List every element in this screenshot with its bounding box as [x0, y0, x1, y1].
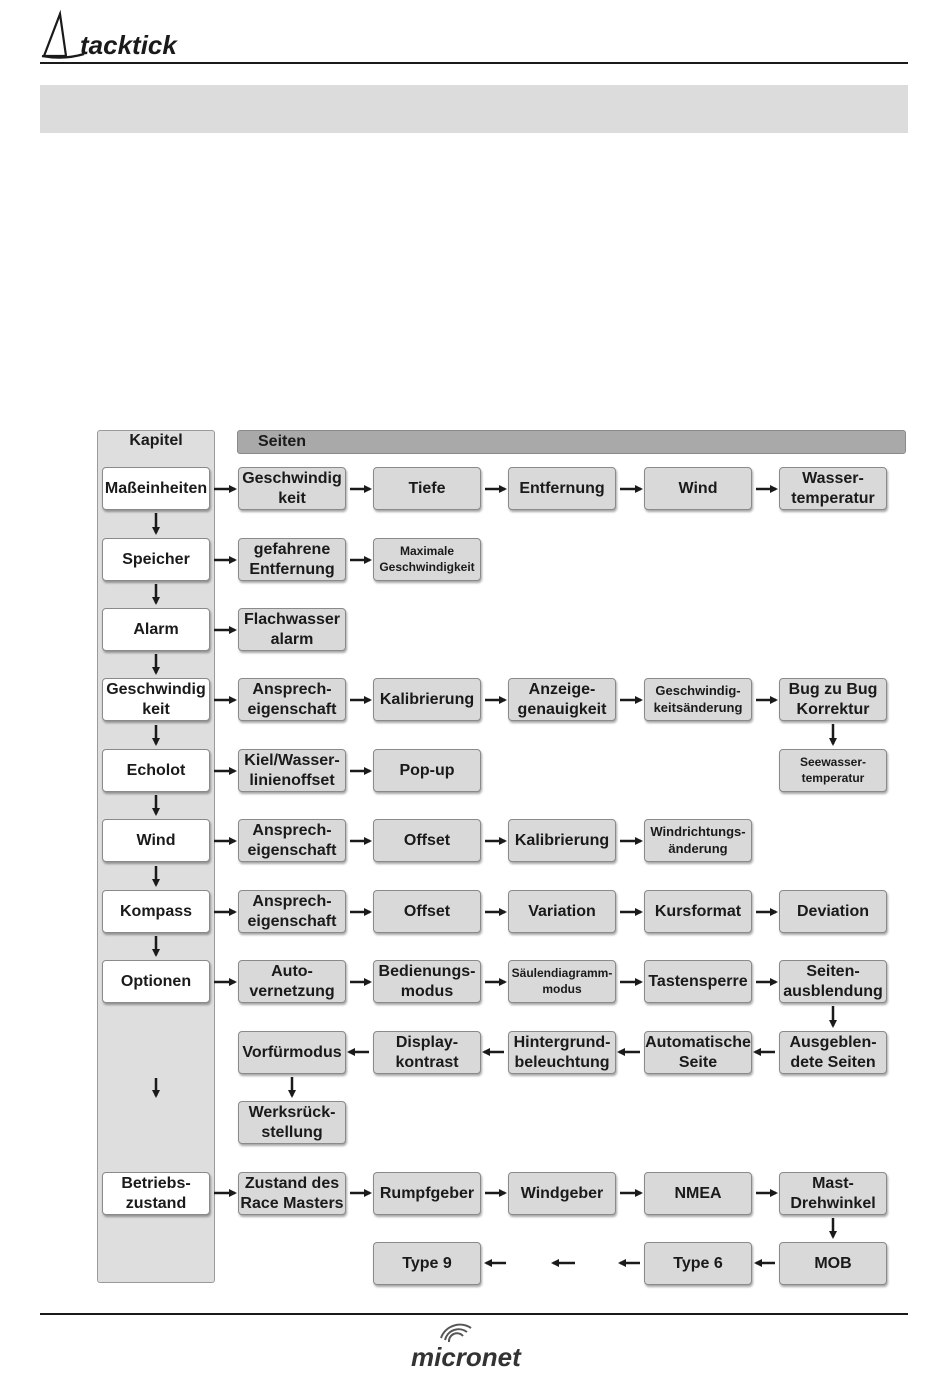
page-anzeigegenauigkeit: Anzeige- genauigkeit [508, 678, 616, 721]
chapter-echolot: Echolot [102, 749, 210, 792]
chapter-kompass: Kompass [102, 890, 210, 933]
page-windgeber: Windgeber [508, 1172, 616, 1215]
page-kalibrierung: Kalibrierung [373, 678, 481, 721]
page-displaykontrast: Display- kontrast [373, 1031, 481, 1074]
page-bedienungsmodus: Bedienungs- modus [373, 960, 481, 1003]
page-pop-up: Pop-up [373, 749, 481, 792]
page-tastensperre: Tastensperre [644, 960, 752, 1003]
page-kursformat: Kursformat [644, 890, 752, 933]
page-windrichtungsaenderung: Windrichtungs- änderung [644, 819, 752, 862]
page-ansprecheigenschaft: Ansprech- eigenschaft [238, 678, 346, 721]
page-kompass-offset: Offset [373, 890, 481, 933]
page-wassertemperatur: Wasser- temperatur [779, 467, 887, 510]
page-deviation: Deviation [779, 890, 887, 933]
footer-rule [40, 1313, 908, 1315]
page-kiel-wasserlinienoffset: Kiel/Wasser- linienoffset [238, 749, 346, 792]
page-tiefe: Tiefe [373, 467, 481, 510]
chapter-wind: Wind [102, 819, 210, 862]
page-geschwindigkeitsaenderung: Geschwindig- keitsänderung [644, 678, 752, 721]
page-hintergrundbeleuchtung: Hintergrund- beleuchtung [508, 1031, 616, 1074]
page-rumpfgeber: Rumpfgeber [373, 1172, 481, 1215]
page-entfernung: Entfernung [508, 467, 616, 510]
page-flachwasseralarm: Flachwasser alarm [238, 608, 346, 651]
page-werksrueckstellung: Werksrück- stellung [238, 1101, 346, 1144]
chapter-alarm: Alarm [102, 608, 210, 651]
chapter-geschwindigkeit: Geschwindig keit [102, 678, 210, 721]
page-saeulendiagrammmodus: Säulendiagramm- modus [508, 960, 616, 1003]
chapter-betriebszustand: Betriebs- zustand [102, 1172, 210, 1215]
page-automatische-seite: Automatische Seite [644, 1031, 752, 1074]
page-mob: MOB [779, 1242, 887, 1285]
page-mast-drehwinkel: Mast- Drehwinkel [779, 1172, 887, 1215]
page-wind-ansprecheigenschaft: Ansprech- eigenschaft [238, 819, 346, 862]
chapter-optionen: Optionen [102, 960, 210, 1003]
page-seitenausblendung: Seiten- ausblendung [779, 960, 887, 1003]
page-vorfuehrmodus: Vorfürmodus [238, 1031, 346, 1074]
page-bug-zu-bug-korrektur: Bug zu Bug Korrektur [779, 678, 887, 721]
chapter-masseinheiten: Maßeinheiten [102, 467, 210, 510]
page-zustand-race-masters: Zustand des Race Masters [238, 1172, 346, 1215]
seiten-heading: Seiten [237, 430, 906, 454]
micronet-logo [405, 1322, 545, 1372]
page-variation: Variation [508, 890, 616, 933]
page-ausgeblendete-seiten: Ausgeblen- dete Seiten [779, 1031, 887, 1074]
page-autovernetzung: Auto- vernetzung [238, 960, 346, 1003]
page-maximale-geschwindigkeit: Maximale Geschwindigkeit [373, 538, 481, 581]
kapitel-heading: Kapitel [129, 432, 183, 449]
tacktick-wordmark: tacktick [80, 30, 177, 60]
micronet-wordmark: micronet [411, 1342, 521, 1372]
page-kompass-ansprecheigenschaft: Ansprech- eigenschaft [238, 890, 346, 933]
chapter-speicher: Speicher [102, 538, 210, 581]
page-seewassertemperatur: Seewasser- temperatur [779, 749, 887, 792]
page-nmea: NMEA [644, 1172, 752, 1215]
page-type-9: Type 9 [373, 1242, 481, 1285]
page-wind-kalibrierung: Kalibrierung [508, 819, 616, 862]
page-wind: Wind [644, 467, 752, 510]
page-gefahrene-entfernung: gefahrene Entfernung [238, 538, 346, 581]
page-wind-offset: Offset [373, 819, 481, 862]
page-type-6: Type 6 [644, 1242, 752, 1285]
page-geschwindigkeit: Geschwindig keit [238, 467, 346, 510]
